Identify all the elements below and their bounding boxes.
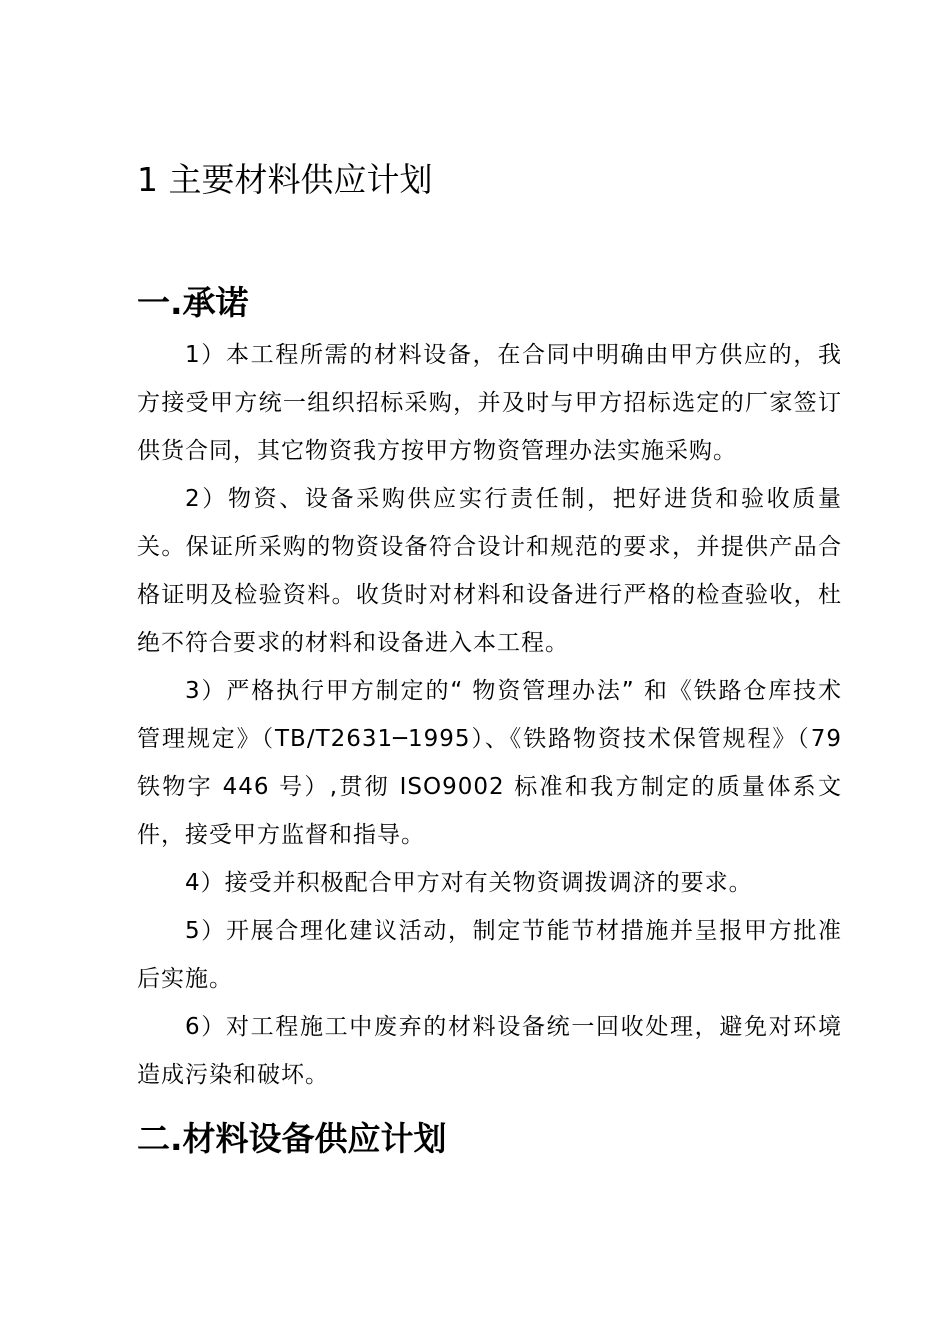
paragraph-6: 6）对工程施工中废弃的材料设备统一回收处理，避免对环境造成污染和破坏。 [137,1014,842,1088]
section-heading-supply-plan: 二.材料设备供应计划 [137,1119,447,1158]
document-title: 1 主要材料供应计划 [137,160,433,199]
paragraph-2: 2）物资、设备采购供应实行责任制，把好进货和验收质量关。保证所采购的物资设备符合设计和规范的要求，并提供产品合格证明及检验资料。收货时对材料和设备进行严格的检查验收，杜绝不符合要求的材料和设备进入本工程。 [137,486,842,656]
paragraph-1: 1）本工程所需的材料设备，在合同中明确由甲方供应的，我方接受甲方统一组织招标采购，并及时与甲方招标选定的厂家签订供货合同，其它物资我方按甲方物资管理办法实施采购。 [137,342,842,464]
paragraph-5: 5）开展合理化建议活动，制定节能节材措施并呈报甲方批准后实施。 [137,918,842,992]
paragraph-4: 4）接受并积极配合甲方对有关物资调拨调济的要求。 [185,870,753,896]
section-heading-commitment: 一.承诺 [137,283,249,322]
paragraph-3: 3）严格执行甲方制定的“ 物资管理办法” 和《铁路仓库技术管理规定》（TB/T2631─1995）、《铁路物资技术保管规程》（79 铁物字 446 号）,贯彻 ISO9002 标准和我方制定的质量体系文件，接受甲方监督和指导。 [137,678,842,848]
